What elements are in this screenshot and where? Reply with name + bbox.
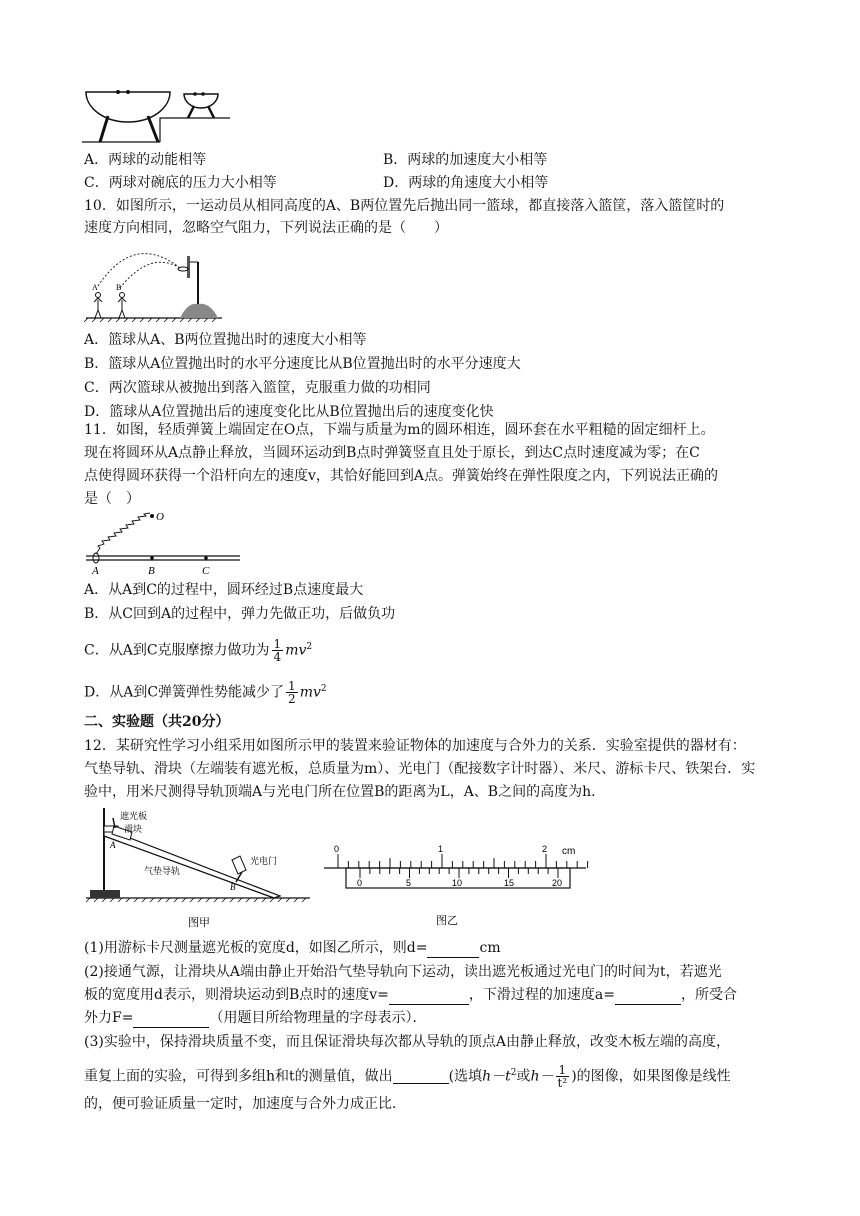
q12-label-a: A [110,840,116,850]
q12-vernier-label-0: 0 [357,878,363,888]
q11-label-o: O [156,511,164,523]
q12-label-b: B [230,882,236,892]
fraction-numerator: 1 [288,679,296,694]
q12-main-label-2: 2 [542,844,548,854]
q10-label-a: A [92,283,98,292]
q12-vernier-label-20: 20 [552,878,563,888]
q12-option-fraction [556,1064,570,1089]
q11-spring-figure [84,508,244,578]
q11-option-c-exponent: 2 [306,642,313,652]
q12-part1 [84,938,501,958]
q12-caption-jia: 图甲 [188,917,210,929]
q12-part3-text-c: )的图像，如果图像是线性 [571,1068,731,1085]
q12-part2-text-b: ，下滑过程的加速度a= [468,987,615,1003]
q10-basketball-figure [84,242,224,322]
q11-option-d-text: D．从A到C弹簧弹性势能减少了 [84,684,285,701]
q12-figure-jia [84,806,314,934]
q12-option-h-t2: h－t [482,1068,511,1085]
q11-label-a: A [92,565,99,577]
q12-stem-line2: 气垫导轨、滑块（左端装有遮光板，总质量为m）、光电门（配接数字计时器）、米尺、游标卡尺、铁架台．实 [84,761,756,777]
section-title-experiment: 二、实验题（共20分） [84,714,230,730]
q12-part3-or: 或 [516,1068,531,1085]
q12-unit-cm: cm [562,846,576,857]
q9-option-c: C．两球对碗底的压力大小相等 [84,175,277,191]
q12-part3-text-a: 重复上面的实验，可得到多组h和t的测量值，做出 [84,1068,393,1085]
q11-option-c [84,632,312,666]
q12-option-h-inv-t2: h－ [530,1068,554,1085]
q12-vernier-label-10: 10 [452,878,463,888]
fraction-numerator: 1 [273,637,282,652]
q12-answer-blank-graph[interactable] [393,1069,449,1084]
q11-option-d-exponent: 2 [320,684,327,694]
q12-answer-blank-v[interactable] [389,990,469,1005]
q11-option-c-expr: mv [285,642,307,659]
q12-label-shade: 遮光板 [120,811,148,821]
q12-part2-text-c: ，所受合 [680,987,737,1003]
q12-label-gate: 光电门 [250,856,278,866]
q12-part2-line3 [84,1008,426,1028]
q12-part2-line1: (2)接通气源，让滑块从A端由静止开始沿气垫导轨向下运动，读出遮光板通过光电门的时间为t，若遮光 [84,964,722,980]
q12-part1-unit: cm [479,940,501,956]
q11-stem-line2: 现在将圆环从A点静止释放，当圆环运动到B点时弹簧竖直且处于原长，到达C点时速度减为零；在C [84,445,700,461]
q12-vernier-label-5: 5 [406,878,412,888]
q11-option-a: A．从A到C的过程中，圆环经过B点速度最大 [84,582,364,598]
q11-option-d-fraction [286,680,298,705]
q11-stem-line4: 是（ ） [84,491,140,507]
q10-option-a: A．篮球从A、B两位置抛出时的速度大小相等 [84,332,367,348]
q10-stem-line1: 10．如图所示，一运动员从相同高度的A、B两位置先后抛出同一篮球，都直接落入篮筐，落入篮筐时的 [84,198,725,214]
q10-stem-line2: 速度方向相同，忽略空气阻力，下列说法正确的是（ ） [84,220,448,236]
q12-answer-blank-d[interactable] [427,943,479,958]
q12-stem-line3: 验中，用米尺测得导轨顶端A与光电门所在位置B的距离为L，A、B之间的高度为h． [84,784,606,800]
q12-answer-blank-f[interactable] [133,1013,209,1028]
q12-main-label-0: 0 [334,844,340,854]
q9-option-d: D．两球的角速度大小相等 [383,175,549,191]
q11-stem-line1: 11．如图，轻质弹簧上端固定在O点，下端与质量为m的圆环相连，圆环套在水平粗糙的固定细杆上。 [84,422,715,438]
q9-option-b: B．两球的加速度大小相等 [383,152,548,168]
q10-option-b: B．篮球从A位置抛出时的水平分速度比从B位置抛出时的水平分速度大 [84,356,521,372]
q12-part3-text-b: (选填 [448,1068,483,1085]
q12-part2-line2 [84,985,737,1005]
q12-main-label-1: 1 [438,844,444,854]
q10-label-b: B [116,283,122,292]
q11-option-d [84,674,327,708]
q11-option-c-text: C．从A到C克服摩擦力做功为 [84,642,270,659]
fraction-denominator: 4 [273,650,282,665]
q12-part2-text-e: （用题目所给物理量的字母表示）． [209,1010,427,1026]
q12-part2-text-d: 外力F= [84,1010,134,1026]
fraction-denominator: 2 [288,692,296,707]
q12-figure-yi [324,840,594,932]
q12-part1-text: (1)用游标卡尺测量遮光板的宽度d，如图乙所示，则d= [84,940,428,956]
q11-label-b: B [148,565,155,577]
q10-option-d: D．篮球从A位置抛出后的速度变化比从B位置抛出后的速度变化快 [84,404,494,420]
q12-vernier-scale-ticks [360,868,558,878]
fraction-denominator: t² [557,1076,568,1091]
q12-part3-line2 [84,1058,731,1092]
q12-part3-line1: (3)实验中，保持滑块质量不变，而且保证滑块每次都从导轨的顶点A由静止释放，改变木板左端的高度， [84,1034,730,1050]
q10-option-c: C．两次篮球从被抛出到落入篮筐，克服重力做的功相同 [84,380,431,396]
q9-bowls-figure [82,86,232,146]
fraction-numerator: 1 [556,1064,570,1077]
q11-label-c: C [202,565,210,577]
q12-stem-line1: 12．某研究性学习小组采用如图所示甲的装置来验证物体的加速度与合外力的关系．实验室提供的器材有： [84,738,746,754]
q12-caption-yi: 图乙 [436,915,458,927]
q12-part2-text-a: 板的宽度用d表示，则滑块运动到B点时的速度v= [84,987,389,1003]
q12-label-track: 气垫导轨 [144,866,181,876]
q11-option-d-expr: mv [299,684,321,701]
q12-label-slider: 滑块 [124,824,143,834]
q12-main-scale-ticks [338,854,594,868]
q9-option-a: A．两球的动能相等 [84,152,207,168]
q12-vernier-label-15: 15 [504,878,515,888]
q11-option-b: B．从C回到A的过程中，弹力先做正功，后做负功 [84,606,396,622]
q12-option-h-t2-exponent: 2 [510,1068,517,1078]
q11-option-c-fraction [272,638,284,663]
q12-part3-line3: 的，便可验证质量一定时，加速度与合外力成正比． [84,1096,406,1112]
q11-stem-line3: 点使得圆环获得一个沿杆向左的速度v，其恰好能回到A点。弹簧始终在弹性限度之内，下列说法正确的 [84,468,719,484]
q12-answer-blank-a[interactable] [615,990,681,1005]
